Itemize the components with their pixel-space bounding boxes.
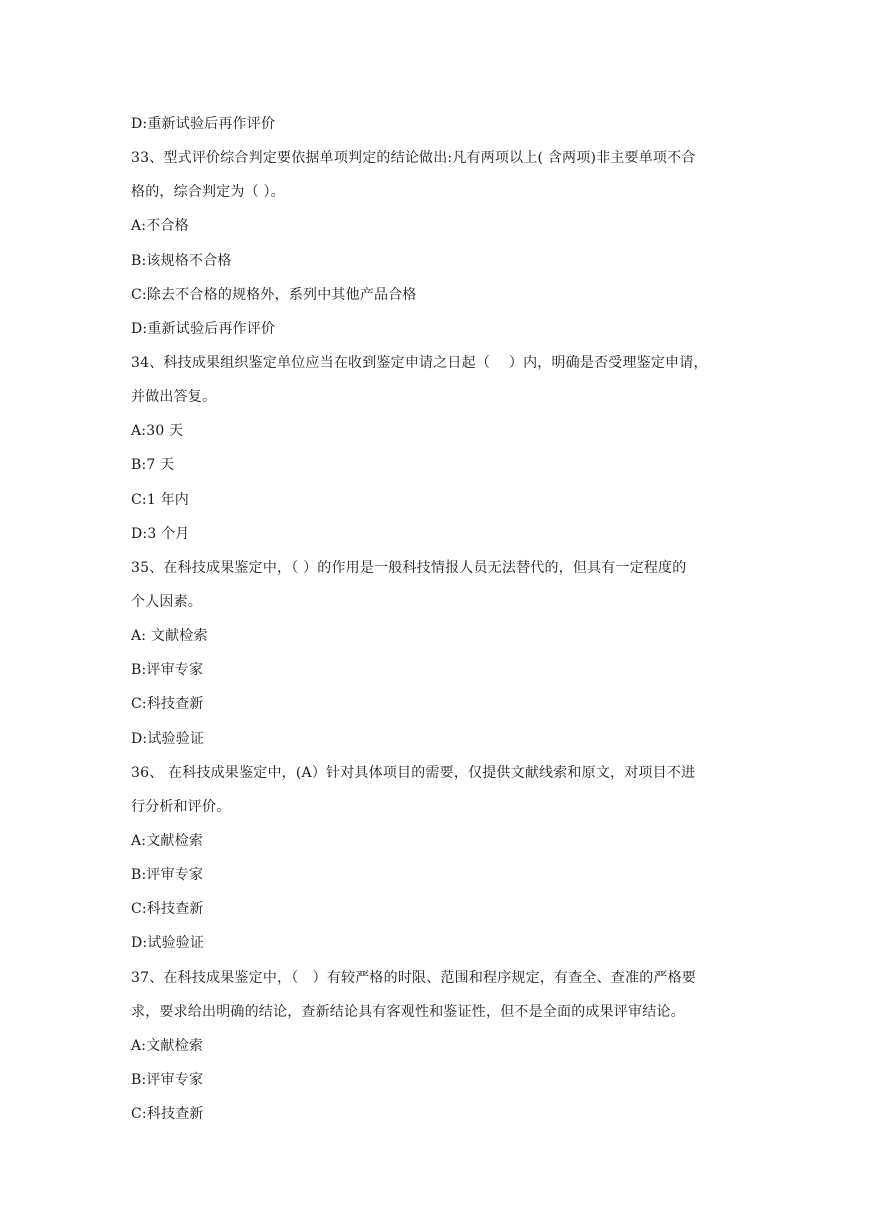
question-line: 36、 在科技成果鉴定中，(A）针对具体项目的需要，仅提供文献线索和原文，对项目不进 — [131, 764, 696, 781]
option-line: C:1 年内 — [131, 491, 189, 508]
option-line: D:重新试验后再作评价 — [131, 116, 276, 132]
option-line: D:试验验证 — [131, 935, 205, 952]
option-line: A:文献检索 — [131, 1037, 204, 1054]
question-line: 37、在科技成果鉴定中，（ ）有较严格的时限、范围和程序规定，有查全、查准的严格要 — [131, 969, 697, 986]
option-line: A: 文献检索 — [131, 628, 208, 645]
question-line: 求，要求给出明确的结论，查新结论具有客观性和鉴证性，但不是全面的成果评审结论。 — [131, 1003, 685, 1020]
question-line: 个人因素。 — [131, 593, 202, 610]
option-line: C:科技查新 — [131, 901, 204, 918]
question-line: 33、型式评价综合判定要依据单项判定的结论做出:凡有两项以上( 含两项)非主要单项不合 — [131, 150, 696, 167]
option-line: B:该规格不合格 — [131, 252, 232, 269]
option-line: A:30 天 — [131, 423, 184, 440]
option-line: D:试验验证 — [131, 730, 205, 747]
option-line: B:7 天 — [131, 457, 175, 474]
document-body — [131, 107, 743, 1131]
option-line: B:评审专家 — [131, 662, 204, 679]
question-line: 35、在科技成果鉴定中，（ ）的作用是一般科技情报人员无法替代的，但具有一定程度的 — [131, 559, 687, 576]
option-line: B:评审专家 — [131, 1071, 204, 1088]
option-line: B:评审专家 — [131, 867, 204, 884]
question-line: 34、科技成果组织鉴定单位应当在收到鉴定申请之日起（ ）内，明确是否受理鉴定申请， — [131, 354, 708, 371]
option-line: A:文献检索 — [131, 832, 204, 849]
option-line: D:3 个月 — [131, 525, 190, 542]
option-line: C:除去不合格的规格外，系列中其他产品合格 — [131, 286, 417, 303]
option-line: D:重新试验后再作评价 — [131, 320, 276, 337]
option-line: A:不合格 — [131, 218, 189, 235]
question-line: 行分析和评价。 — [131, 798, 231, 815]
option-line: C:科技查新 — [131, 1106, 204, 1123]
question-line: 格的，综合判定为（ ）。 — [131, 184, 285, 201]
option-line: C:科技查新 — [131, 696, 204, 713]
question-line: 并做出答复。 — [131, 389, 217, 406]
